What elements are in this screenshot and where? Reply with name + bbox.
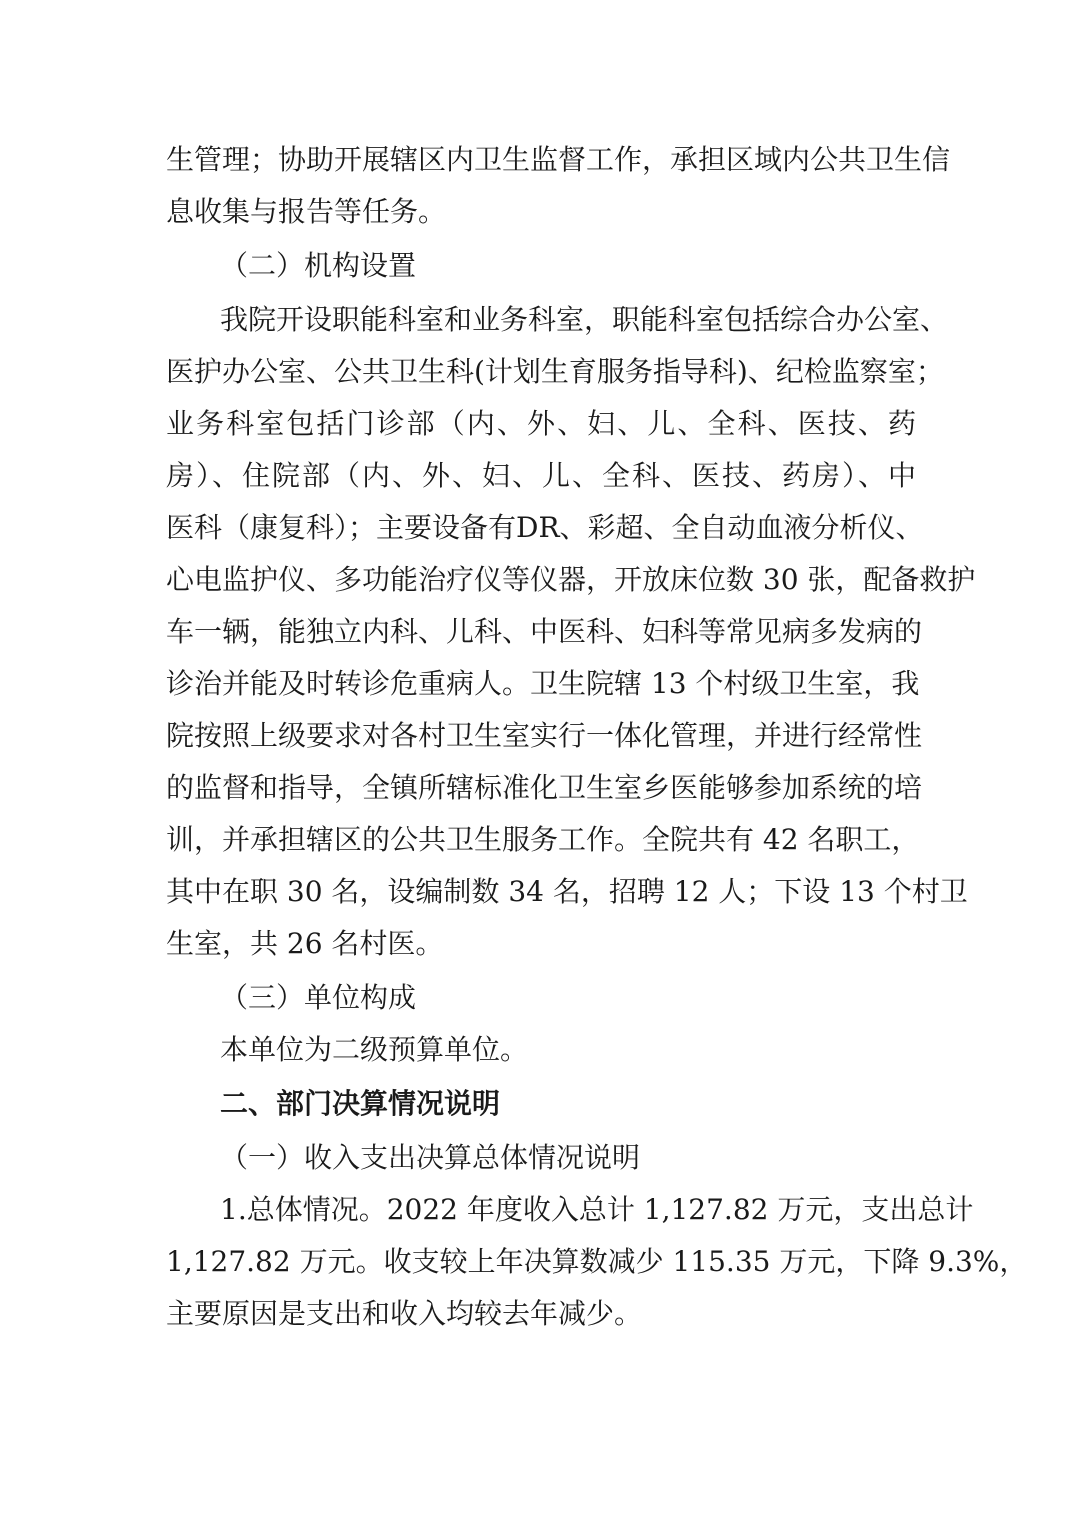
section-heading: （三）单位构成 xyxy=(220,981,417,1014)
paragraph-line: 心电监护仪、多功能治疗仪等仪器，开放床位数 30 张，配备救护 xyxy=(166,563,976,596)
paragraph-line: 本单位为二级预算单位。 xyxy=(220,1033,529,1066)
paragraph-line: 诊治并能及时转诊危重病人。卫生院辖 13 个村级卫生室，我 xyxy=(166,667,920,700)
paragraph-line: 医科（康复科）；主要设备有DR、彩超、全自动血液分析仪、 xyxy=(166,511,924,544)
section-heading: （一）收入支出决算总体情况说明 xyxy=(220,1141,641,1174)
paragraph-line: 生室，共 26 名村医。 xyxy=(166,927,444,960)
paragraph-line: 我院开设职能科室和业务科室，职能科室包括综合办公室、 xyxy=(220,303,949,336)
paragraph-line: 1,127.82 万元。收支较上年决算数减少 115.35 万元，下降 9.3%， xyxy=(166,1245,1028,1278)
paragraph-line: 生管理；协助开展辖区内卫生监督工作，承担区域内公共卫生信 xyxy=(166,143,951,176)
paragraph-line: 车一辆，能独立内科、儿科、中医科、妇科等常见病多发病的 xyxy=(166,615,923,648)
paragraph-line: 房）、住院部（内、外、妇、儿、全科、医技、药房）、中 xyxy=(166,459,916,492)
chapter-heading: 二、部门决算情况说明 xyxy=(220,1087,501,1120)
paragraph-line: 息收集与报告等任务。 xyxy=(166,195,447,228)
paragraph-line: 业务科室包括门诊部（内、外、妇、儿、全科、医技、药 xyxy=(166,407,916,440)
paragraph-line: 主要原因是支出和收入均较去年减少。 xyxy=(166,1297,643,1330)
paragraph-line: 的监督和指导，全镇所辖标准化卫生室乡医能够参加系统的培 xyxy=(166,771,923,804)
paragraph-line: 1.总体情况。2022 年度收入总计 1,127.82 万元，支出总计 xyxy=(220,1193,974,1226)
paragraph-line: 院按照上级要求对各村卫生室实行一体化管理，并进行经常性 xyxy=(166,719,923,752)
paragraph-line: 训，并承担辖区的公共卫生服务工作。全院共有 42 名职工， xyxy=(166,823,920,856)
paragraph-line: 其中在职 30 名，设编制数 34 名，招聘 12 人；下设 13 个村卫 xyxy=(166,875,968,908)
section-heading: （二）机构设置 xyxy=(220,249,417,282)
paragraph-line: 医护办公室、公共卫生科(计划生育服务指导科)、纪检监察室； xyxy=(166,355,944,388)
